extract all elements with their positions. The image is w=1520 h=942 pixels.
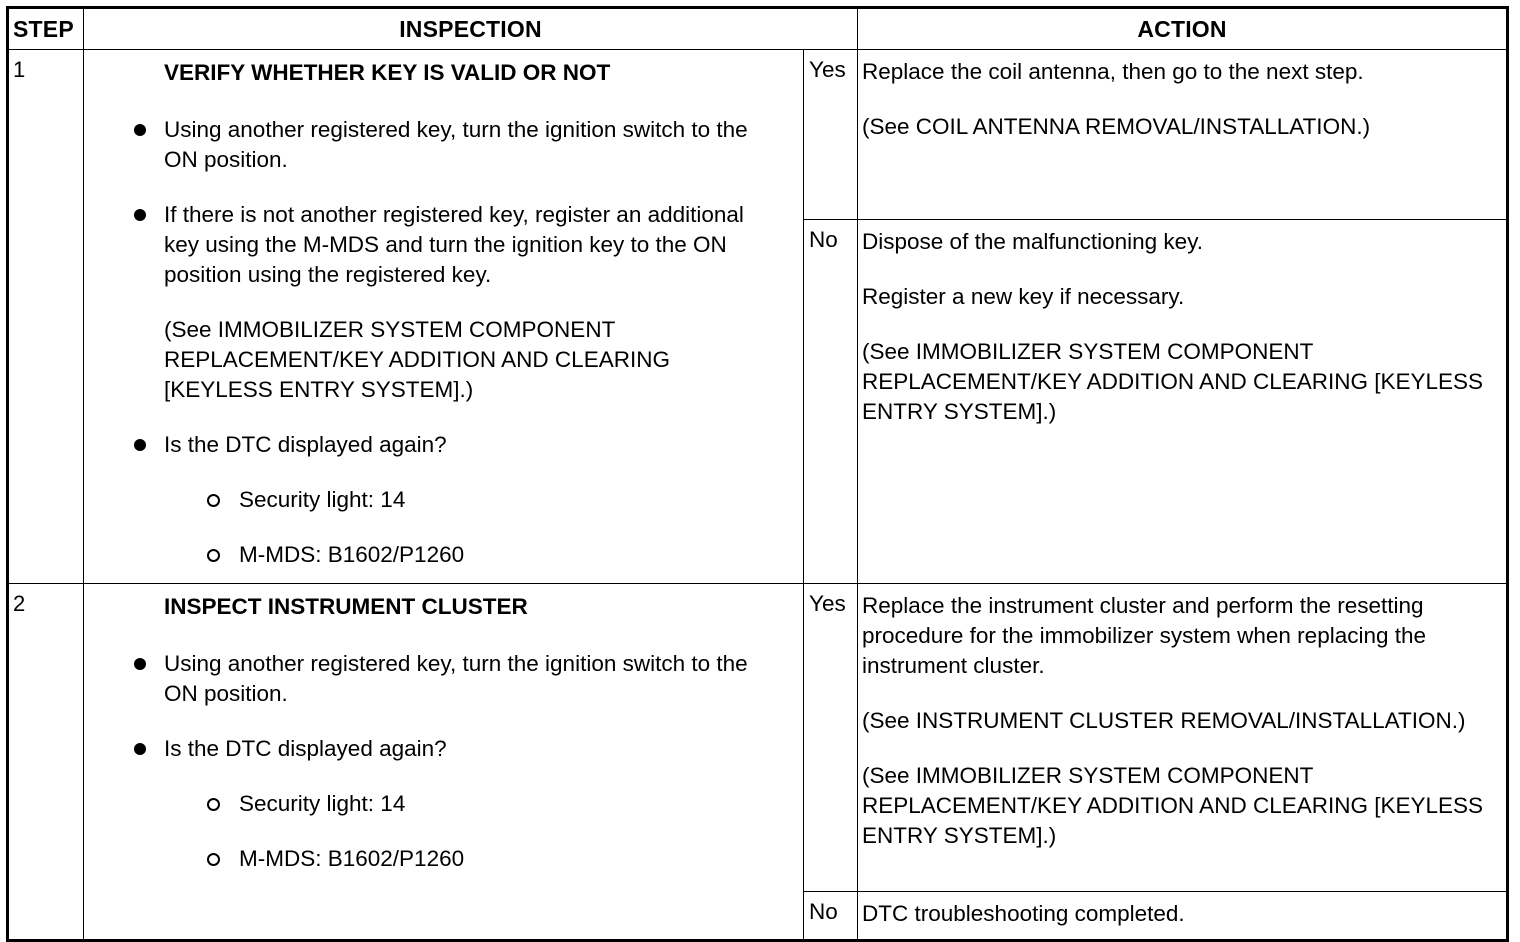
action-reference: (See IMMOBILIZER SYSTEM COMPONENT REPLACEMENT/KEY ADDITION AND CLEARING [KEYLESS ENTRY SYSTEM].) <box>862 339 1484 424</box>
action-reference: (See COIL ANTENNA REMOVAL/INSTALLATION.) <box>862 114 1371 139</box>
action-text: Replace the instrument cluster and perform the resetting procedure for the immobilizer system when replacing the instrument cluster. <box>862 593 1427 678</box>
no-action-cell <box>858 892 1508 941</box>
action-text: DTC troubleshooting completed. <box>862 901 1185 926</box>
bullet-text: Is the DTC displayed again? <box>164 736 447 761</box>
step-column-header: STEP <box>8 8 84 50</box>
bullet-text: If there is not another registered key, register an additional key using the M-MDS and turn the ignition key to the ON position using the registered key. <box>164 202 744 287</box>
troubleshooting-table <box>6 6 1509 942</box>
inspection-title: VERIFY WHETHER KEY IS VALID OR NOT <box>164 60 611 85</box>
inspection-bullet <box>164 649 753 709</box>
bullet-ring-icon <box>207 494 220 507</box>
inspection-title: INSPECT INSTRUMENT CLUSTER <box>164 594 528 619</box>
step-number: 2 <box>8 584 84 941</box>
subitem-text: M-MDS: B1602/P1260 <box>239 542 465 567</box>
bullet-ring-icon <box>207 549 220 562</box>
no-label: No <box>804 220 858 584</box>
step-2-yes-row <box>8 584 1508 892</box>
inspection-cell <box>84 50 804 584</box>
action-text: Replace the coil antenna, then go to the next step. <box>862 59 1364 84</box>
bullet-text: Using another registered key, turn the ignition switch to the ON position. <box>164 651 748 706</box>
subitem-text: Security light: 14 <box>239 791 406 816</box>
inspection-column-header: INSPECTION <box>84 8 858 50</box>
inspection-bullet <box>164 430 753 460</box>
header-row <box>8 8 1508 50</box>
reference-note: (See IMMOBILIZER SYSTEM COMPONENT REPLACEMENT/KEY ADDITION AND CLEARING [KEYLESS ENTRY SYSTEM].) <box>164 317 670 402</box>
bullet-text: Is the DTC displayed again? <box>164 432 447 457</box>
bullet-dot-icon <box>134 124 146 136</box>
inspection-bullet <box>164 734 753 764</box>
action-reference: (See INSTRUMENT CLUSTER REMOVAL/INSTALLATION.) <box>862 708 1466 733</box>
bullet-dot-icon <box>134 209 146 221</box>
action-text: Dispose of the malfunctioning key. <box>862 229 1204 254</box>
subitem-text: Security light: 14 <box>239 487 406 512</box>
inspection-bullet <box>164 115 753 175</box>
bullet-dot-icon <box>134 658 146 670</box>
inspection-subitem <box>239 540 753 570</box>
no-action-cell <box>858 220 1508 584</box>
step-1-yes-row <box>8 50 1508 220</box>
bullet-ring-icon <box>207 853 220 866</box>
action-text: Register a new key if necessary. <box>862 284 1185 309</box>
bullet-ring-icon <box>207 798 220 811</box>
bullet-text: Using another registered key, turn the ignition switch to the ON position. <box>164 117 748 172</box>
inspection-subitem <box>239 485 753 515</box>
bullet-dot-icon <box>134 439 146 451</box>
bullet-dot-icon <box>134 743 146 755</box>
no-label: No <box>804 892 858 941</box>
inspection-bullet <box>164 200 753 290</box>
inspection-subitem <box>239 844 753 874</box>
action-reference: (See IMMOBILIZER SYSTEM COMPONENT REPLACEMENT/KEY ADDITION AND CLEARING [KEYLESS ENTRY SYSTEM].) <box>862 763 1484 848</box>
yes-action-cell <box>858 50 1508 220</box>
action-column-header: ACTION <box>858 8 1508 50</box>
inspection-cell <box>84 584 804 941</box>
subitem-text: M-MDS: B1602/P1260 <box>239 846 465 871</box>
inspection-subitem <box>239 789 753 819</box>
yes-label: Yes <box>804 50 858 220</box>
yes-action-cell <box>858 584 1508 892</box>
yes-label: Yes <box>804 584 858 892</box>
step-number: 1 <box>8 50 84 584</box>
